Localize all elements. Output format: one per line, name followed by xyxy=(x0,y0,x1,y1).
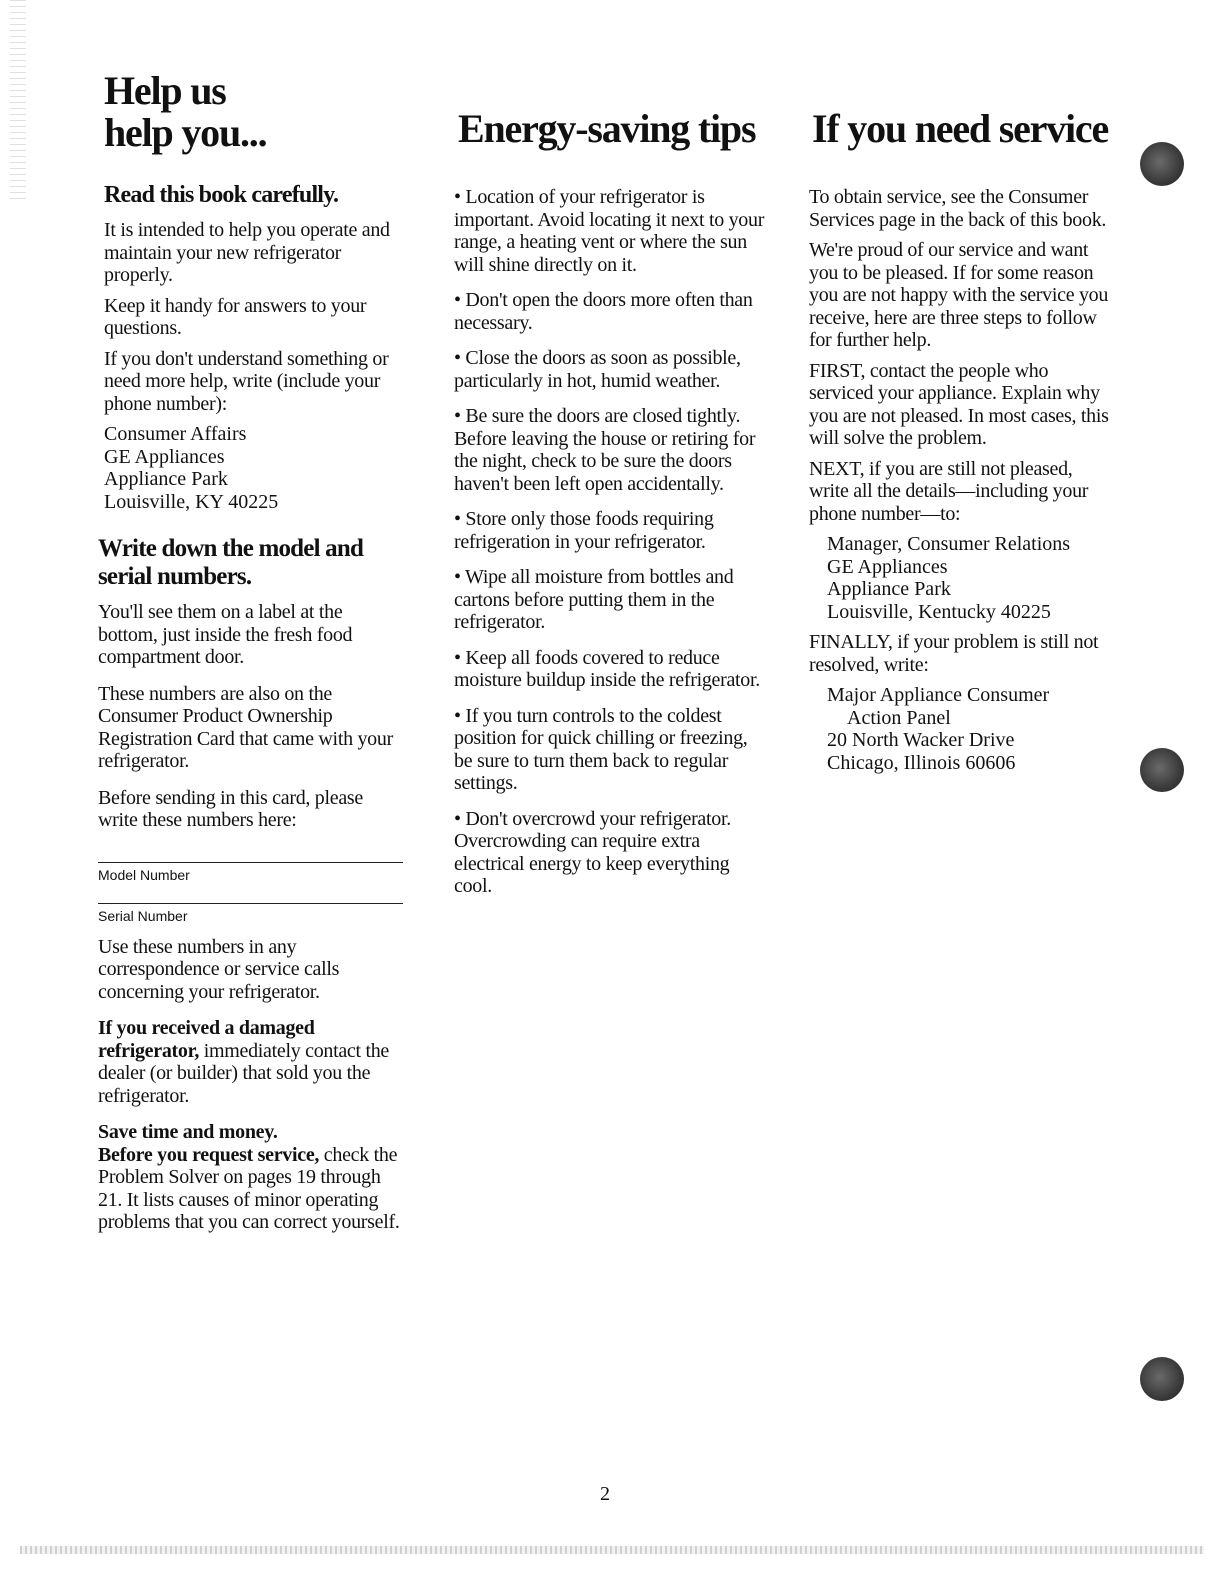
tip-coldest-position: • If you turn controls to the coldest position for quick chilling or freezing, be sure to turn them back to regular settings. xyxy=(454,704,748,794)
page-title-service: If you need service xyxy=(812,106,1109,151)
column-service xyxy=(809,186,1114,782)
tip-keep-covered: • Keep all foods covered to reduce moisture buildup inside the refrigerator. xyxy=(454,646,760,691)
tip-location: • Location of your refrigerator is important. Avoid locating it next to your range, a heating vent or where the sun will shine directly on it. xyxy=(454,186,765,276)
save-time-section xyxy=(98,1121,403,1234)
scan-artifact-bottom xyxy=(20,1546,1204,1554)
tip-doors-closed: • Be sure the doors are closed tightly. Before leaving the house or retiring for the night, check to be sure the doors haven't been left open accidentally. xyxy=(454,405,756,495)
service-paragraph-next: NEXT, if you are still not pleased, write all the details—including your phone number—to: xyxy=(809,457,1089,525)
save-heading: Save time and money. xyxy=(98,1121,278,1143)
column-help-us xyxy=(98,181,403,1242)
consumer-relations-address: Manager, Consumer Relations GE Appliances Appliance Park Louisville, Kentucky 40225 xyxy=(827,533,1071,623)
read-paragraph-2: Keep it handy for answers to your questions. xyxy=(104,294,367,339)
scan-artifact-left xyxy=(10,0,26,200)
tip-store-foods: • Store only those foods requiring refrigeration in your refrigerator. xyxy=(454,508,714,553)
punch-hole-bottom-icon xyxy=(1140,1357,1184,1401)
write-paragraph-3: Before sending in this card, please write these numbers here: xyxy=(98,786,363,831)
read-heading: Read this book carefully. xyxy=(104,182,339,208)
page-title-help-us: Help us help you... xyxy=(104,68,267,155)
page-title-energy: Energy-saving tips xyxy=(458,106,756,151)
tip-doors-often: • Don't open the doors more often than necessary. xyxy=(454,289,753,334)
model-number-line xyxy=(98,862,403,863)
service-paragraph-2: We're proud of our service and want you to be pleased. If for some reason you are not happy with the service you receive, here are three steps to follow for further help. xyxy=(809,239,1109,351)
service-paragraph-finally: FINALLY, if your problem is still not resolved, write: xyxy=(809,631,1099,676)
tip-wipe-moisture: • Wipe all moisture from bottles and cartons before putting them in the refrigerator. xyxy=(454,566,734,633)
page-number: 2 xyxy=(600,1483,610,1505)
read-paragraph-1: It is intended to help you operate and maintain your new refrigerator properly. xyxy=(104,219,390,286)
damaged-paragraph: If you received a damaged refrigerator, immediately contact the dealer (or builder) that sold you the refrigerator. xyxy=(98,1017,389,1107)
use-numbers-paragraph: Use these numbers in any correspondence or service calls concerning your refrigerator. xyxy=(98,935,340,1003)
save-paragraph: Before you request service, check the Problem Solver on pages 19 through 21. It lists causes of minor operating problems that you can correct yourself. xyxy=(98,1143,400,1233)
write-paragraph-1: You'll see them on a label at the bottom, just inside the fresh food compartment door. xyxy=(98,601,353,668)
tip-overcrowd: • Don't overcrowd your refrigerator. Overcrowding can require extra electrical energy to keep everything cool. xyxy=(454,807,731,897)
model-number-label: Model Number xyxy=(98,866,190,883)
model-number-field[interactable] xyxy=(98,862,403,883)
serial-number-field[interactable] xyxy=(98,903,403,924)
service-paragraph-1: To obtain service, see the Consumer Services page in the back of this book. xyxy=(809,186,1107,231)
read-paragraph-3: If you don't understand something or need more help, write (include your phone number): xyxy=(104,347,389,415)
punch-hole-top-icon xyxy=(1140,142,1184,186)
serial-number-line xyxy=(98,903,403,904)
write-paragraph-2: These numbers are also on the Consumer Product Ownership Registration Card that came with your refrigerator. xyxy=(98,682,393,772)
consumer-affairs-address: Consumer Affairs GE Appliances Appliance Park Louisville, KY 40225 xyxy=(104,423,279,513)
write-heading: Write down the model and serial numbers. xyxy=(98,535,364,590)
punch-hole-middle-icon xyxy=(1140,748,1184,792)
tip-close-doors: • Close the doors as soon as possible, particularly in hot, humid weather. xyxy=(454,347,741,392)
serial-number-label: Serial Number xyxy=(98,907,188,924)
column-energy-tips xyxy=(454,186,769,911)
service-paragraph-first: FIRST, contact the people who serviced your appliance. Explain why you are not pleased. In most cases, this will solve the problem. xyxy=(809,359,1109,449)
consumer-action-panel-address: Major Appliance Consumer Action Panel 20 North Wacker Drive Chicago, Illinois 60606 xyxy=(827,684,1050,774)
